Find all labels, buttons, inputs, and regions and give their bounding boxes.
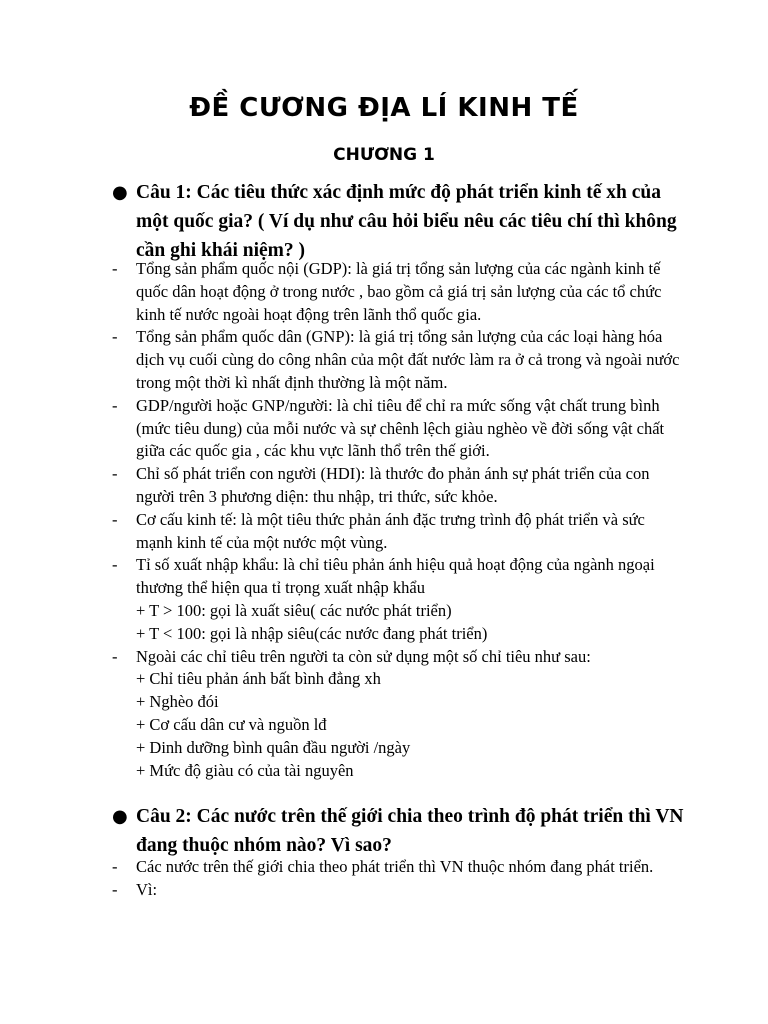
- answer-item: [112, 879, 684, 902]
- dash-bullet: -: [112, 259, 118, 278]
- answer-item: [112, 554, 684, 645]
- sub-point: + Nghèo đói: [136, 692, 219, 712]
- dash-bullet: -: [112, 879, 118, 899]
- answer-item: [112, 326, 684, 394]
- sub-point: + Mức độ giàu có của tài nguyên: [136, 760, 354, 780]
- question-1-text: Câu 1: Các tiêu thức xác định mức độ phát triển kinh tế xh của một quốc gia? ( Ví dụ như câu hỏi biểu nêu các tiêu chí thì không cần ghi khái niệm? ): [136, 182, 677, 261]
- dash-bullet: -: [112, 464, 118, 484]
- answer-text: Ngoài các chỉ tiêu trên người ta còn sử dụng một số chỉ tiêu như sau:: [136, 646, 591, 666]
- question-2-text: Câu 2: Các nước trên thế giới chia theo trình độ phát triển thì VN đang thuộc nhóm nào? Vì sao?: [136, 806, 684, 856]
- question-1: [112, 178, 692, 265]
- answer-item: [112, 856, 684, 879]
- answer-text: Vì:: [136, 879, 158, 899]
- dash-bullet: -: [112, 509, 118, 529]
- answer-item: [112, 463, 684, 509]
- dash-bullet: -: [112, 327, 118, 347]
- answer-item: [112, 509, 684, 555]
- sub-point: + T < 100: gọi là nhập siêu(các nước đang phát triển): [136, 623, 488, 643]
- document-title: ĐỀ CƯƠNG ĐỊA LÍ KINH TẾ: [189, 93, 579, 123]
- answer-text: Tổng sản phẩm quốc dân (GNP): là giá trị tổng sản lượng của các loại hàng hóa dịch vụ cuối cùng do công nhân của một đất nước làm ra ở cả trong và ngoài nước trong một thời kì nhất định thường là một năm.: [136, 327, 680, 392]
- dash-bullet: -: [112, 395, 118, 415]
- answer-text: Các nước trên thế giới chia theo phát triển thì VN thuộc nhóm đang phát triển.: [136, 857, 654, 876]
- answer-item: [112, 646, 684, 783]
- sub-point: + Chỉ tiêu phản ánh bất bình đẳng xh: [136, 669, 381, 689]
- answer-item: [112, 258, 684, 326]
- chapter-heading: CHƯƠNG 1: [333, 145, 435, 165]
- answer-text: Tổng sản phẩm quốc nội (GDP): là giá trị tổng sản lượng của các ngành kinh tế quốc dân hoạt động ở trong nước , bao gồm cả giá trị sản lượng của các tổ chức kinh tế nước ngoài hoạt động trên lãnh thổ quốc gia.: [136, 259, 662, 324]
- bullet-icon: ●: [112, 182, 128, 203]
- answer-text: Tỉ số xuất nhập khẩu: là chỉ tiêu phản ánh hiệu quả hoạt động của ngành ngoại thương thể hiện qua tỉ trọng xuất nhập khẩu: [136, 555, 655, 598]
- question-2: [112, 802, 692, 860]
- answer-item: [112, 395, 684, 463]
- answer-text: Chỉ số phát triển con người (HDI): là thước đo phản ánh sự phát triển của con người trên 3 phương diện: thu nhập, tri thức, sức khỏe.: [136, 464, 650, 506]
- bullet-icon: ●: [112, 806, 128, 827]
- dash-bullet: -: [112, 555, 118, 575]
- question-1-answers: [112, 258, 684, 782]
- dash-bullet: -: [112, 857, 118, 876]
- sub-point: + T > 100: gọi là xuất siêu( các nước phát triển): [136, 600, 452, 620]
- answer-text: Cơ cấu kinh tế: là một tiêu thức phản ánh đặc trưng trình độ phát triển và sức mạnh kinh tế của một nước một vùng.: [136, 509, 645, 552]
- dash-bullet: -: [112, 646, 118, 666]
- answer-text: GDP/người hoặc GNP/người: là chỉ tiêu để chỉ ra mức sống vật chất trung bình (mức tiêu dung) của mỗi nước và sự chênh lệch giàu nghèo về đời sống vật chất giữa các quốc gia , các khu vực lãnh thổ trên thế giới.: [136, 395, 665, 461]
- sub-point: + Dinh dưỡng bình quân đầu người /ngày: [136, 737, 411, 757]
- sub-point: + Cơ cấu dân cư và nguồn lđ: [136, 714, 327, 734]
- question-2-answers: [112, 856, 684, 902]
